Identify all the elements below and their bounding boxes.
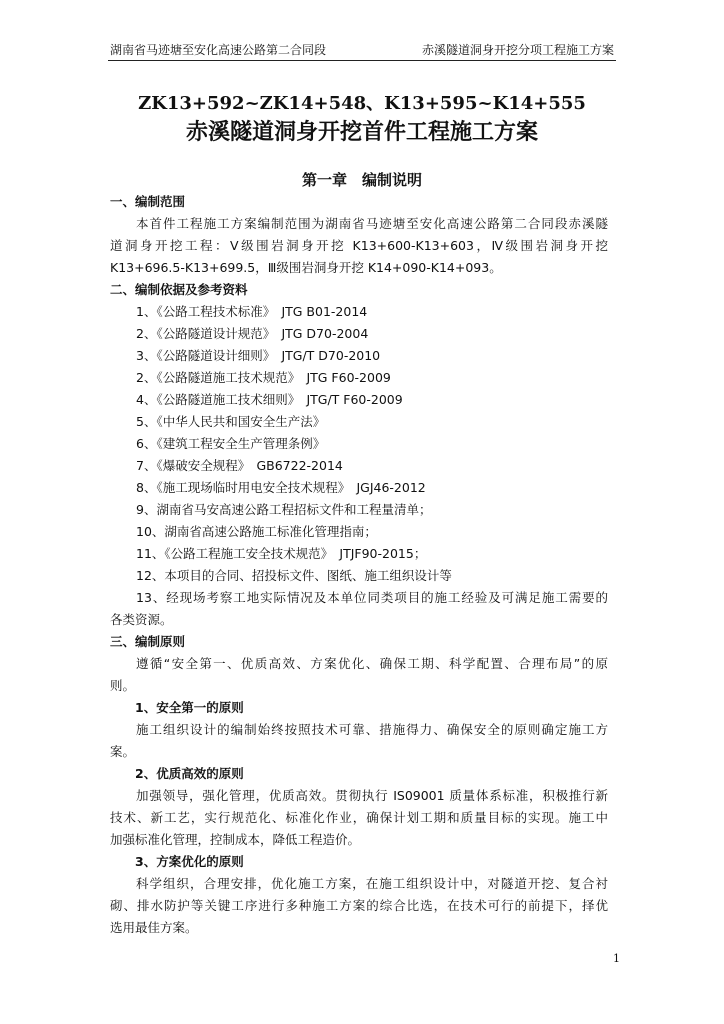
optimization-paragraph-line3: 选用最佳方案。 — [110, 920, 198, 935]
reference-item: 12、本项目的合同、招投标文件、图纸、施工组织设计等 — [136, 568, 452, 583]
safety-paragraph-line1: 施工组织设计的编制始终按照技术可靠、措施得力、确保安全的原则确定施工方 — [136, 722, 608, 737]
reference-item: 6、《建筑工程安全生产管理条例》 — [136, 436, 326, 451]
quality-paragraph-line2: 技术、新工艺，实行规范化、标准化作业，确保计划工期和质量目标的实现。施工中 — [110, 810, 608, 825]
section-heading-scope: 一、编制范围 — [110, 194, 186, 209]
scope-paragraph-line2: 道洞身开挖工程：Ⅴ级围岩洞身开挖 K13+600-K13+603，Ⅳ级围岩洞身开挖 — [110, 238, 608, 253]
reference-item: 10、湖南省高速公路施工标准化管理指南； — [136, 524, 377, 539]
section-heading-basis: 二、编制依据及参考资料 — [110, 282, 248, 297]
safety-paragraph-line2: 案。 — [110, 744, 136, 759]
subheading-quality-efficiency: 2、优质高效的原则 — [135, 766, 244, 781]
principles-intro-line1: 遵循“安全第一、优质高效、方案优化、确保工期、科学配置、合理布局”的原 — [136, 656, 608, 671]
reference-item: 7、《爆破安全规程》 GB6722-2014 — [136, 458, 343, 473]
reference-item: 11、《公路工程施工安全技术规范》 JTJF90-2015； — [136, 546, 427, 561]
header-left-text: 湖南省马迹塘至安化高速公路第二合同段 — [110, 43, 327, 57]
reference-item: 4、《公路隧道施工技术细则》 JTG/T F60-2009 — [136, 392, 403, 407]
page-number: 1 — [613, 952, 620, 965]
reference-item: 2、《公路隧道施工技术规范》 JTG F60-2009 — [136, 370, 391, 385]
quality-paragraph-line3: 加强标准化管理，控制成本，降低工程造价。 — [110, 832, 361, 847]
quality-paragraph-line1: 加强领导，强化管理，优质高效。贯彻执行 IS09001 质量体系标准，积极推行新 — [136, 788, 608, 803]
document-title-line1: ZK13+592~ZK14+548、K13+595~K14+555 — [138, 93, 586, 114]
chapter-heading: 第一章 编制说明 — [301, 171, 422, 189]
reference-item-13-line1: 13、经现场考察工地实际情况及本单位同类项目的施工经验及可满足施工需要的 — [136, 590, 608, 605]
reference-item: 8、《施工现场临时用电安全技术规程》 JGJ46-2012 — [136, 480, 426, 495]
optimization-paragraph-line2: 砌、排水防护等关键工序进行多种施工方案的综合比选，在技术可行的前提下，择优 — [110, 898, 608, 913]
scope-paragraph-line1: 本首件工程施工方案编制范围为湖南省马迹塘至安化高速公路第二合同段赤溪隧 — [136, 216, 608, 231]
reference-item: 2、《公路隧道设计规范》 JTG D70-2004 — [136, 326, 369, 341]
principles-intro-line2: 则。 — [110, 678, 136, 693]
section-heading-principles: 三、编制原则 — [110, 634, 186, 649]
document-body — [110, 191, 608, 939]
reference-item: 1、《公路工程技术标准》 JTG B01-2014 — [136, 304, 368, 319]
reference-item-13-line2: 各类资源。 — [110, 612, 173, 627]
subheading-safety-first: 1、安全第一的原则 — [135, 700, 244, 715]
reference-item: 9、湖南省马安高速公路工程招标文件和工程量清单； — [136, 502, 432, 517]
scope-paragraph-line3: K13+696.5-K13+699.5，Ⅲ级围岩洞身开挖 K14+090-K14+093。 — [110, 260, 502, 275]
reference-item: 5、《中华人民共和国安全生产法》 — [136, 414, 326, 429]
header-right-text: 赤溪隧道洞身开挖分项工程施工方案 — [421, 43, 614, 57]
page-header — [108, 40, 616, 61]
document-title-line2: 赤溪隧道洞身开挖首件工程施工方案 — [185, 119, 538, 145]
reference-item: 3、《公路隧道设计细则》 JTG/T D70-2010 — [136, 348, 381, 363]
optimization-paragraph-line1: 科学组织，合理安排，优化施工方案，在施工组织设计中，对隧道开挖、复合衬 — [136, 876, 608, 891]
subheading-plan-optimization: 3、方案优化的原则 — [135, 854, 244, 869]
